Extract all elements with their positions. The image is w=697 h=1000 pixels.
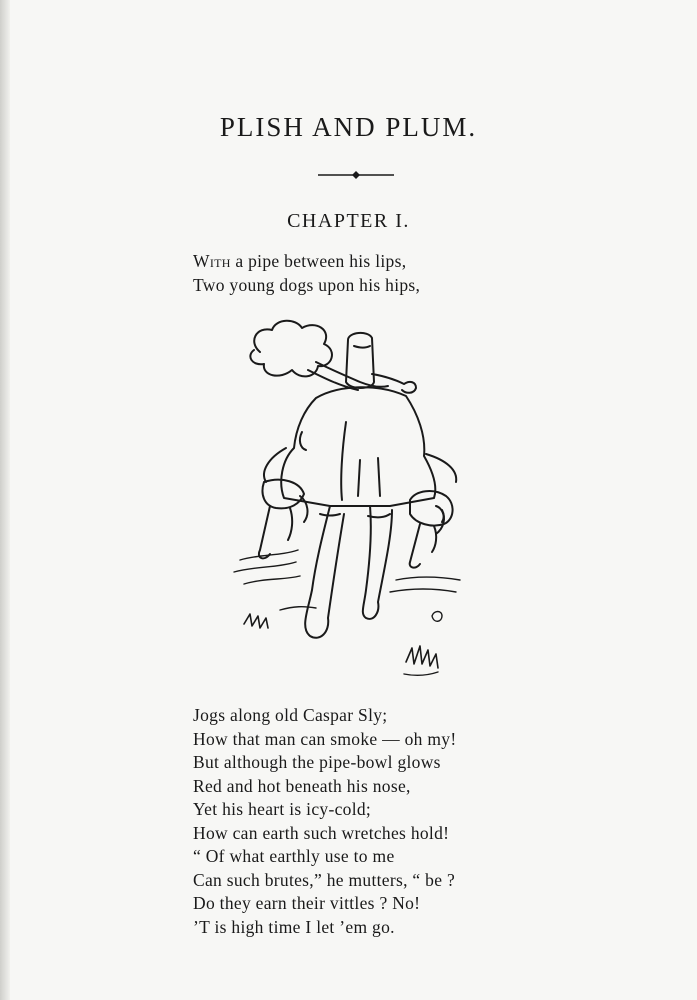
page-title: PLISH AND PLUM. <box>219 112 478 142</box>
verse-line: “ Of what earthly use to me <box>193 846 395 866</box>
stanza-one <box>193 250 420 297</box>
ornament-divider-icon <box>318 168 394 182</box>
chapter-heading: CHAPTER I. <box>287 210 410 232</box>
verse-line: Can such brutes,” he mutters, “ be ? <box>193 869 456 890</box>
verse-line: ’T is high time I let ’em go. <box>193 916 395 937</box>
verse-line: How that man can smoke — oh my! <box>193 728 457 749</box>
verse-line: Red and hot beneath his nose, <box>193 775 411 796</box>
verse-line: How can earth such wretches hold! <box>193 822 450 843</box>
verse-line: Jogs along old Caspar Sly; <box>193 705 388 725</box>
verse-line <box>193 250 420 274</box>
verse-line: Yet his heart is icy-cold; <box>193 799 372 819</box>
man-smoking-pipe-carrying-two-dogs-illustration <box>220 310 490 695</box>
page-gutter <box>0 0 10 1000</box>
verse-line-rest: a pipe between his lips, <box>230 251 407 271</box>
verse-line: But although the pipe-bowl glows <box>193 752 441 772</box>
verse-line: Two young dogs upon his hips, <box>193 274 421 295</box>
verse-line: Do they earn their vittles ? No! <box>193 893 421 913</box>
verse-first-word: With <box>193 251 231 271</box>
stanza-two <box>193 704 457 939</box>
